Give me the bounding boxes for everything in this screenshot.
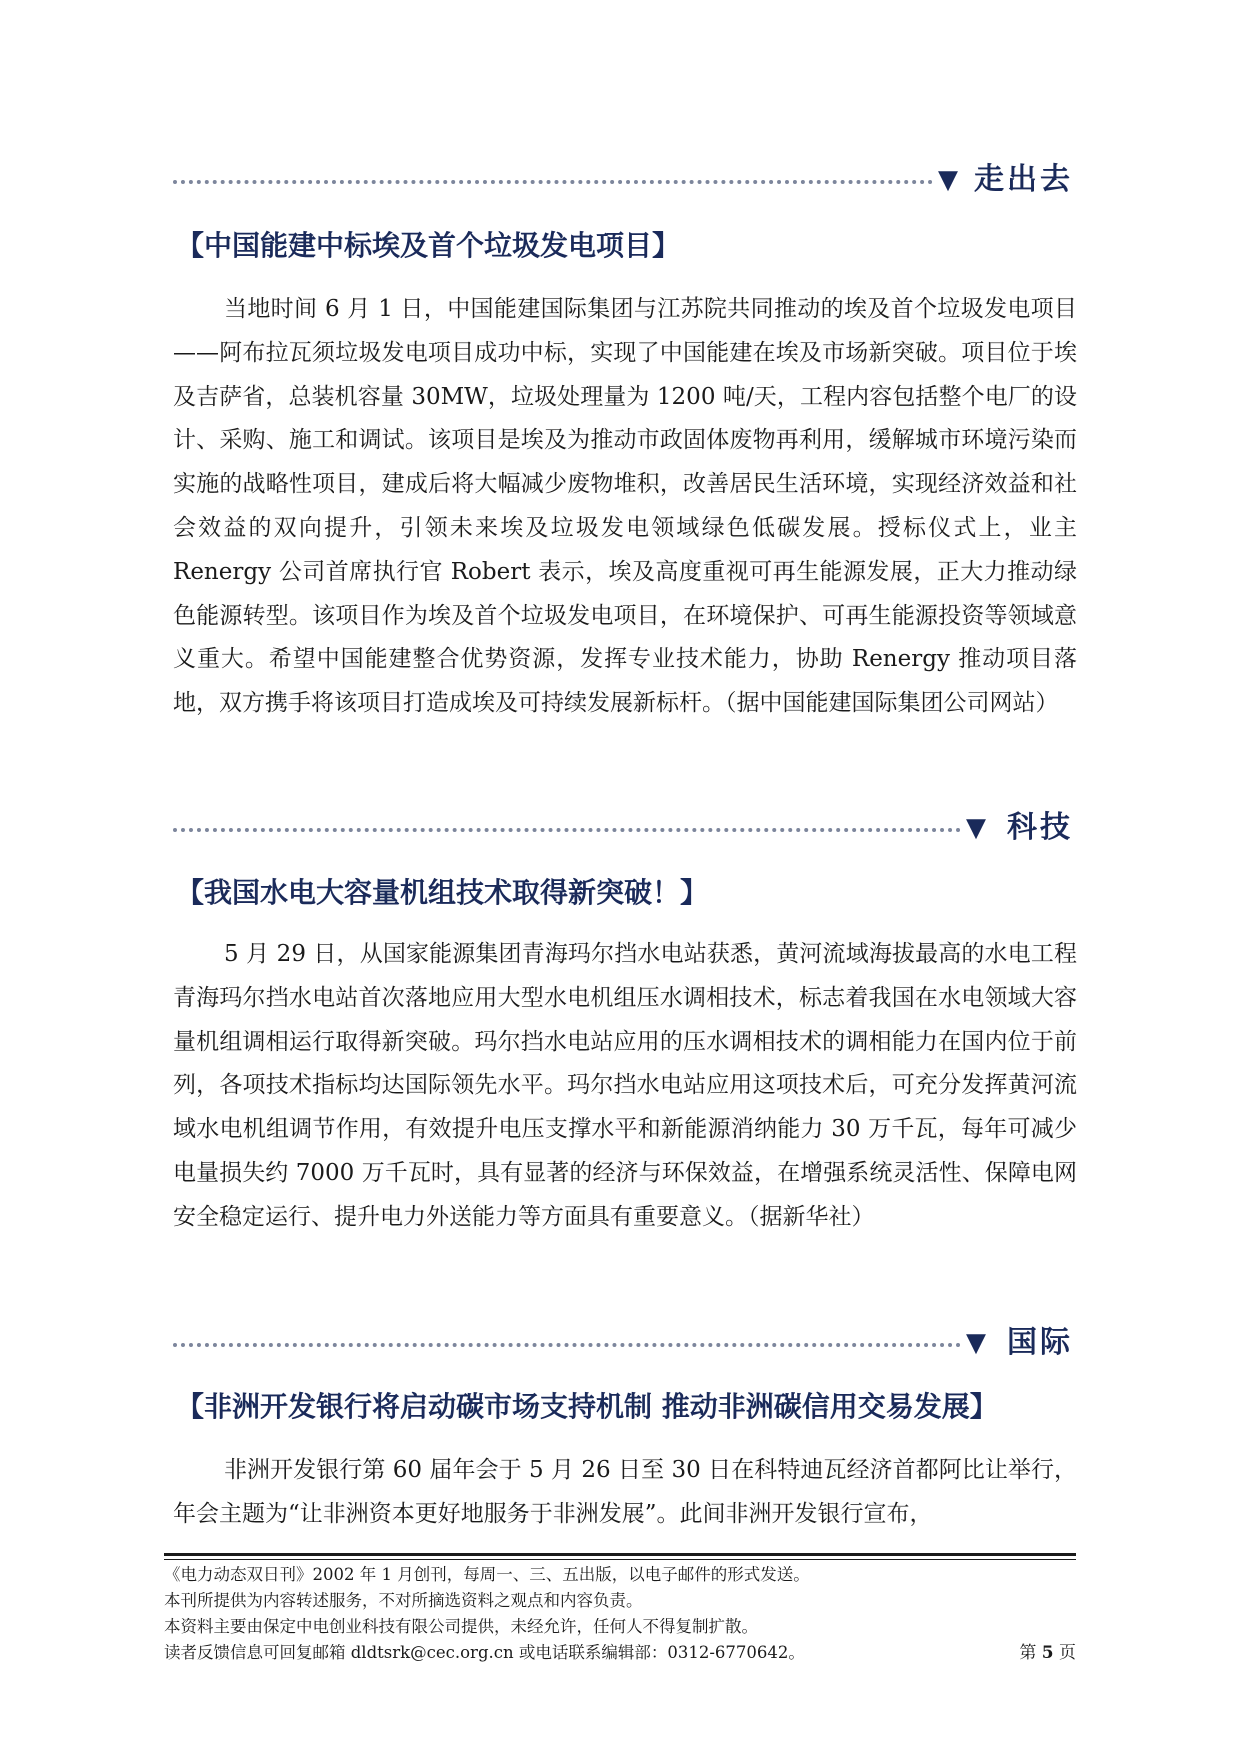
section-header-going-global bbox=[173, 160, 1073, 200]
section-label: 科技 bbox=[1007, 810, 1073, 845]
article-headline: 【中国能建中标埃及首个垃圾发电项目】 bbox=[176, 229, 681, 262]
footer-rule bbox=[164, 1553, 1076, 1556]
article-headline: 【我国水电大容量机组技术取得新突破！】 bbox=[176, 876, 709, 909]
section-header-technology bbox=[173, 808, 1073, 848]
footer-line: 本刊所提供为内容转述服务，不对所摘选资料之观点和内容负责。 bbox=[164, 1591, 643, 1610]
page-number-suffix: 页 bbox=[1059, 1643, 1076, 1663]
article-body: 当地时间 6 月 1 日，中国能建国际集团与江苏院共同推动的埃及首个垃圾发电项目——阿布拉瓦须垃圾发电项目成功中标，实现了中国能建在埃及市场新突破。项目位于埃及吉萨省，总装机容量 30MW，垃圾处理量为 1200 吨/天，工程内容包括整个电厂的设计、采购、施工和调试。该项目是埃及为推动市政固体废物再利用，缓解城市环境污染而实施的战略性项目，建成后将大幅减少废物堆积，改善居民生活环境，实现经济效益和社会效益的双向提升，引领未来埃及垃圾发电领域绿色低碳发展。授标仪式上，业主 Renergy 公司首席执行官 Robert 表示，埃及高度重视可再生能源发展，正大力推动绿色能源转型。该项目作为埃及首个垃圾发电项目，在环境保护、可再生能源投资等领域意义重大。希望中国能建整合优势资源，发挥专业技术能力，协助 Renergy 推动项目落地，双方携手将该项目打造成埃及可持续发展新标杆。（据中国能建国际集团公司网站） bbox=[173, 296, 1077, 717]
triangle-marker-icon: ▼ bbox=[966, 1328, 986, 1358]
article-body: 5 月 29 日，从国家能源集团青海玛尔挡水电站获悉，黄河流域海拔最高的水电工程青海玛尔挡水电站首次落地应用大型水电机组压水调相技术，标志着我国在水电领域大容量机组调相运行取得新突破。玛尔挡水电站应用的压水调相技术的调相能力在国内位于前列，各项技术指标均达国际领先水平。玛尔挡水电站应用这项技术后，可充分发挥黄河流域水电机组调节作用，有效提升电压支撑水平和新能源消纳能力 30 万千瓦，每年可减少电量损失约 7000 万千瓦时，具有显著的经济与环保效益，在增强系统灵活性、保障电网安全稳定运行、提升电力外送能力等方面具有重要意义。（据新华社） bbox=[173, 941, 1077, 1230]
section-label: 国际 bbox=[1007, 1325, 1073, 1360]
triangle-marker-icon: ▼ bbox=[938, 165, 958, 195]
footer-line: 本资料主要由保定中电创业科技有限公司提供，未经允许，任何人不得复制扩散。 bbox=[164, 1617, 758, 1636]
page-number-value: 5 bbox=[1041, 1643, 1054, 1663]
page-number-prefix: 第 bbox=[1019, 1643, 1037, 1663]
section-header-international bbox=[173, 1323, 1073, 1363]
footer bbox=[164, 1562, 1076, 1666]
dotted-divider bbox=[173, 1343, 961, 1347]
footer-rule-thin bbox=[164, 1559, 1076, 1560]
section-label: 走出去 bbox=[974, 162, 1073, 197]
dotted-divider bbox=[173, 828, 961, 832]
dotted-divider bbox=[173, 180, 933, 184]
article-body: 非洲开发银行第 60 届年会于 5 月 26 日至 30 日在科特迪瓦经济首都阿比让举行，年会主题为“让非洲资本更好地服务于非洲发展”。此间非洲开发银行宣布， bbox=[173, 1457, 1077, 1527]
page-number bbox=[1019, 1640, 1076, 1666]
footer-line: 《电力动态双日刊》2002 年 1 月创刊，每周一、三、五出版，以电子邮件的形式发送。 bbox=[164, 1565, 810, 1584]
article-headline: 【非洲开发银行将启动碳市场支持机制 推动非洲碳信用交易发展】 bbox=[176, 1390, 998, 1423]
triangle-marker-icon: ▼ bbox=[966, 813, 986, 843]
footer-line: 读者反馈信息可回复邮箱 dldtsrk@cec.org.cn 或电话联系编辑部：0312-6770642。 bbox=[164, 1643, 805, 1662]
